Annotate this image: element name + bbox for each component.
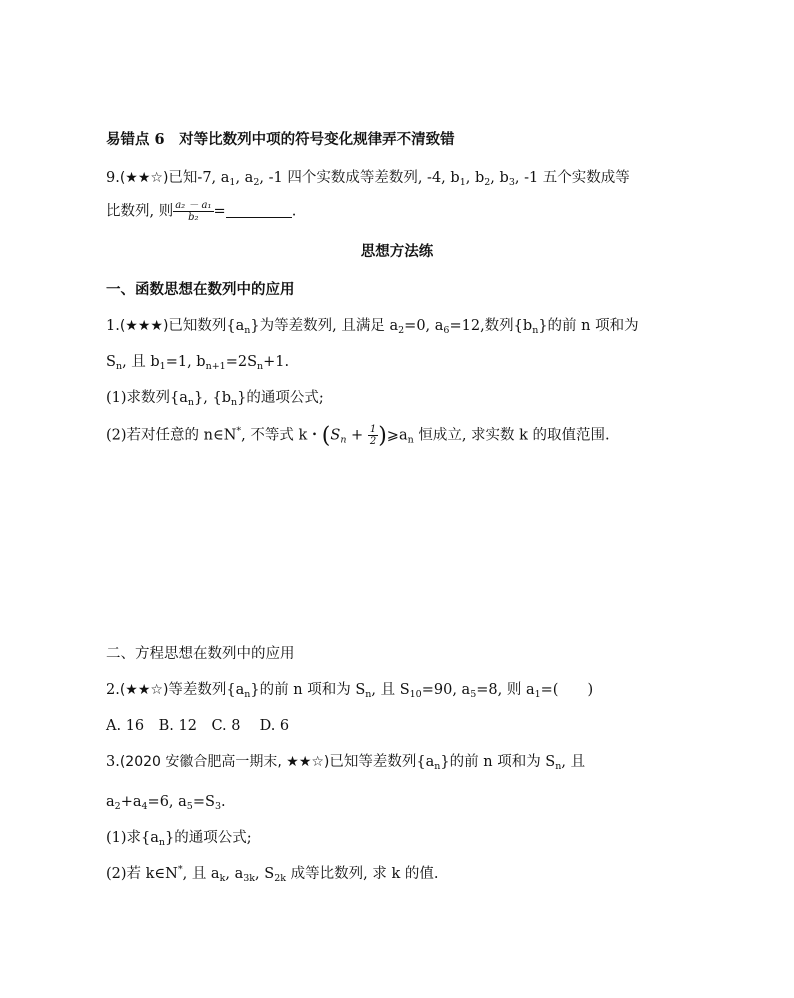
difficulty-rating: (★★☆) — [119, 170, 169, 186]
question-3-line-2: $a_2+a_4=6$, $a_5=S_3$. — [106, 794, 226, 812]
question-number: 2. — [106, 682, 120, 698]
fraction: $\frac{1}{2}$ — [369, 424, 377, 447]
question-1-line-1: 1.(★★★)已知数列$\{a_n\}$为等差数列, 且满足 $a_2=0$, $a_6=12$,数列$\{b_n\}$的前 n 项和为 — [106, 318, 639, 336]
difficulty-rating: (★★★) — [119, 318, 169, 334]
question-number: 3. — [106, 754, 120, 770]
question-3-part-1: (1)求$\{a_n\}$的通项公式; — [106, 830, 252, 848]
question-1-part-2: (2)若对任意的 n∈N*, 不等式 k・($S_n$ + $\frac{1}{2}$ )$⩾a_n$ 恒成立, 求实数 k 的取值范围. — [106, 423, 610, 449]
question-9-line-1: 9.(★★☆)已知-7, $a_1$, $a_2$, -1 四个实数成等差数列, -4, $b_1$, $b_2$, $b_3$, -1 五个实数成等 — [106, 170, 630, 188]
answer-blank[interactable] — [226, 203, 292, 218]
question-3-part-2: (2)若 k∈N*, 且 $a_k$, $a_{3k}$, $S_{2k}$ 成等比数列, 求 k 的值. — [106, 864, 439, 884]
question-2-line-1: 2.(★★☆)等差数列$\{a_n\}$的前 n 项和为 $S_n$, 且 $S_{10}=90$, $a_5=8$, 则 $a_1=$( ) — [106, 682, 594, 700]
error-point-heading: 易错点 6 对等比数列中项的符号变化规律弄不清致错 — [106, 131, 455, 148]
fraction: $\frac{\text{a₂ － a₁}}{\text{b₂}}$ — [175, 200, 212, 223]
question-number: 1. — [106, 318, 120, 334]
question-9-line-2: 比数列, 则 $\frac{\text{a₂ － a₁}}{\text{b₂}}$ = . — [106, 200, 297, 223]
difficulty-rating: (★★☆) — [119, 682, 169, 698]
section-title: 思想方法练 — [360, 243, 434, 260]
question-source: (2020 安徽合肥高一期末, ★★☆) — [119, 754, 330, 770]
part-1-heading: 一、函数思想在数列中的应用 — [106, 281, 295, 298]
question-3-line-1: 3.(2020 安徽合肥高一期末, ★★☆)已知等差数列$\{a_n\}$的前 n 项和为 $S_n$, 且 — [106, 754, 586, 772]
question-1-line-2: $S_n$, 且 $b_1=1$, $b_{n+1}=2S_n+1$. — [106, 354, 290, 372]
question-number: 9. — [106, 170, 120, 186]
question-2-options[interactable]: A. 16 B. 12 C. 8 D. 6 — [106, 718, 290, 734]
question-1-part-1: (1)求数列$\{a_n\}$, $\{b_n\}$的通项公式; — [106, 390, 324, 408]
part-2-heading: 二、方程思想在数列中的应用 — [106, 646, 295, 662]
